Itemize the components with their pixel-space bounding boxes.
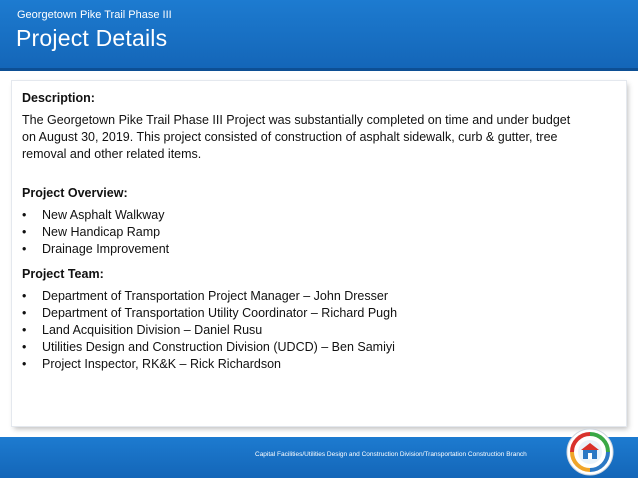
bullet: •	[22, 357, 27, 371]
bullet: •	[22, 289, 27, 303]
team-heading: Project Team:	[22, 267, 104, 281]
county-seal-icon	[566, 428, 614, 476]
list-item	[22, 356, 587, 373]
overview-heading: Project Overview:	[22, 186, 128, 200]
description-heading: Description:	[22, 91, 95, 105]
bullet: •	[22, 340, 27, 354]
list-item	[22, 339, 587, 356]
overview-item: New Handicap Ramp	[42, 225, 161, 239]
footer-text: Capital Facilities/Utilities Design and Construction Division/Transportation Construction Branch	[255, 451, 527, 458]
bullet: •	[22, 208, 27, 222]
content-body	[22, 90, 587, 373]
overview-item: Drainage Improvement	[42, 242, 170, 256]
team-item: Department of Transportation Project Manager – John Dresser	[42, 289, 389, 303]
bullet: •	[22, 323, 27, 337]
bullet: •	[22, 242, 27, 256]
list-item	[22, 322, 587, 339]
team-item: Land Acquisition Division – Daniel Rusu	[42, 323, 263, 337]
bullet: •	[22, 225, 27, 239]
team-item: Utilities Design and Construction Division (UDCD) – Ben Samiyi	[42, 340, 395, 354]
team-list	[22, 288, 587, 373]
team-item: Project Inspector, RK&K – Rick Richardson	[42, 357, 281, 371]
list-item	[22, 288, 587, 305]
overview-list	[22, 207, 587, 258]
bullet: •	[22, 306, 27, 320]
team-item: Department of Transportation Utility Coordinator – Richard Pugh	[42, 306, 398, 320]
list-item	[22, 241, 587, 258]
footer-bar	[0, 437, 638, 478]
list-item	[22, 207, 587, 224]
overview-item: New Asphalt Walkway	[42, 208, 165, 222]
description-text: The Georgetown Pike Trail Phase III Project was substantially completed on time and under budget on August 30, 2019. This project consisted of construction of asphalt sidewalk, curb & gutter, tree removal and other related items.	[22, 113, 571, 161]
slide-subtitle: Georgetown Pike Trail Phase III	[17, 9, 172, 21]
list-item	[22, 224, 587, 241]
list-item	[22, 305, 587, 322]
header-bar	[0, 0, 638, 71]
page-title: Project Details	[16, 25, 168, 51]
